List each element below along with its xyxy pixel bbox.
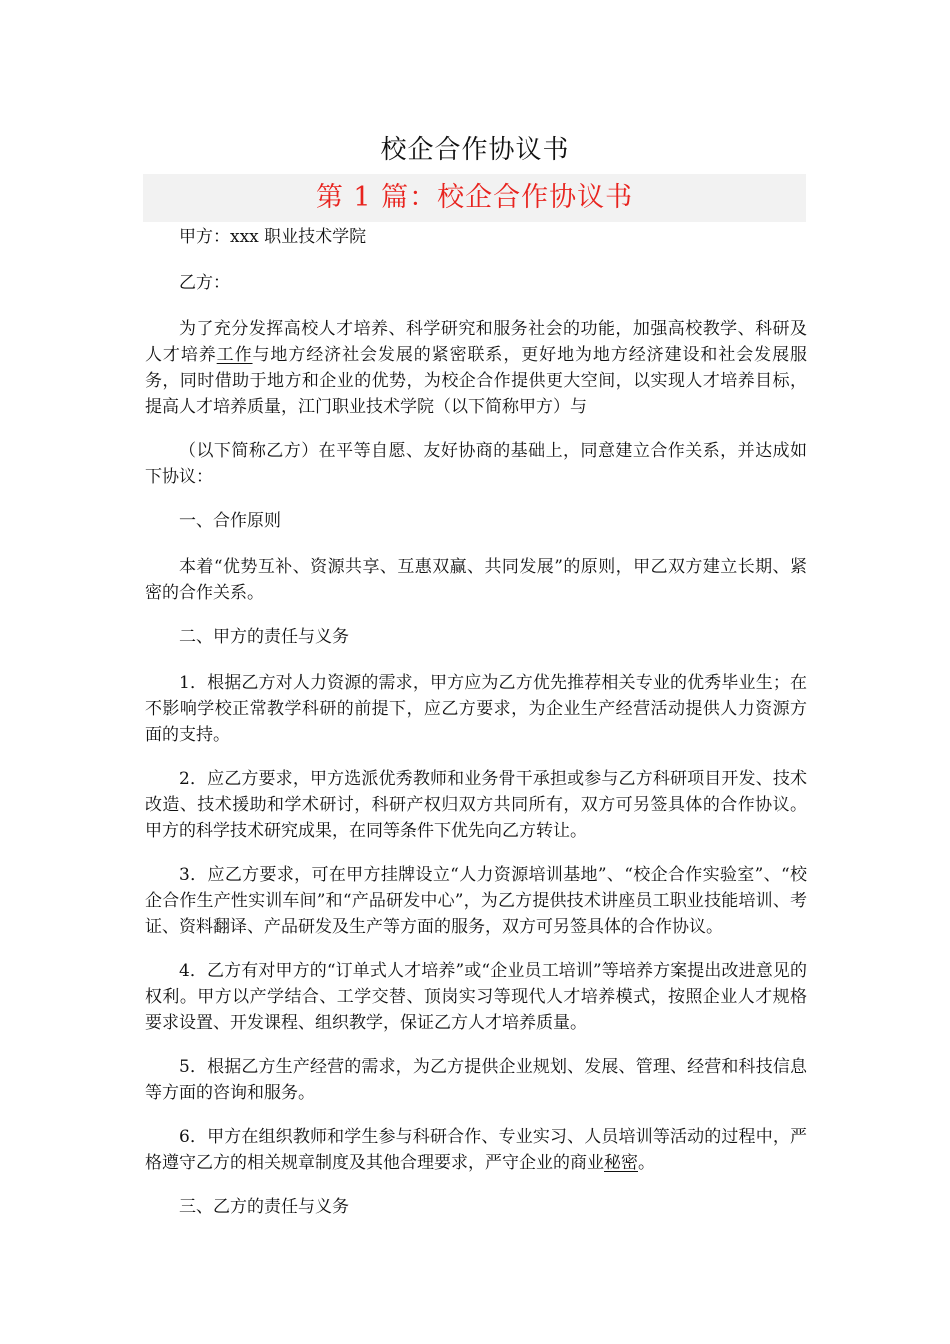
duty-item-6-text: 6．甲方在组织教师和学生参与科研合作、专业实习、人员培训等活动的过程中，严格遵守乙方的相关规章制度及其他合理要求，严守企业的商业	[145, 1127, 807, 1173]
principle-paragraph: 本着“优势互补、资源共享、互惠双赢、共同发展”的原则，甲乙双方建立长期、紧密的合作关系。	[145, 557, 807, 603]
chapter-heading-band	[143, 174, 806, 222]
duty-item-2: 2．应乙方要求，甲方选派优秀教师和业务骨干承担或参与乙方科研项目开发、技术改造、技术援助和学术研讨，科研产权归双方共同所有，双方可另签具体的合作协议。甲方的科学技术研究成果，在同等条件下优先向乙方转让。	[145, 769, 807, 841]
duty-item-6	[145, 1124, 807, 1176]
party-a-line: 甲方：xxx 职业技术学院	[179, 227, 367, 247]
duty-item-3: 3．应乙方要求，可在甲方挂牌设立“人力资源培训基地”、“校企合作实验室”、“校企合作生产性实训车间”和“产品研发中心”，为乙方提供技术讲座员工职业技能培训、考证、资料翻译、产品研发及生产等方面的服务，双方可另签具体的合作协议。	[145, 865, 807, 937]
secret-link[interactable]: 秘密	[604, 1153, 638, 1173]
intro-paragraph-1	[145, 316, 807, 420]
document-body	[145, 224, 807, 1240]
duty-item-1: 1．根据乙方对人力资源的需求，甲方应为乙方优先推荐相关专业的优秀毕业生；在不影响学校正常教学科研的前提下，应乙方要求，为企业生产经营活动提供人力资源方面的支持。	[145, 673, 807, 745]
section-heading-party-a-duties: 二、甲方的责任与义务	[179, 627, 349, 647]
document-title: 校企合作协议书	[380, 135, 570, 165]
chapter-title: 第 1 篇：校企合作协议书	[315, 182, 634, 213]
duty-item-4: 4．乙方有对甲方的“订单式人才培养”或“企业员工培训”等培养方案提出改进意见的权利。甲方以产学结合、工学交替、顶岗实习等现代人才培养模式，按照企业人才规格要求设置、开发课程、组织教学，保证乙方人才培养质量。	[145, 961, 807, 1033]
intro-paragraph-2: （以下简称乙方）在平等自愿、友好协商的基础上，同意建立合作关系，并达成如下协议：	[145, 441, 807, 487]
intro-text-part-1: 为了充分发挥高校人才培养、科学研究和服务社会的功能，加强高校教学、科研及人才培养	[145, 319, 807, 365]
duty-item-6-end: 。	[638, 1153, 655, 1173]
section-heading-principles: 一、合作原则	[179, 511, 281, 531]
duty-item-5: 5．根据乙方生产经营的需求，为乙方提供企业规划、发展、管理、经营和科技信息等方面的咨询和服务。	[145, 1057, 807, 1103]
intro-text-part-2: 与地方经济社会发展的紧密联系，更好地为地方经济建设和社会发展服务，同时借助于地方和企业的优势，为校企合作提供更大空间，以实现人才培养目标，提高人才培养质量，江门职业技术学院（以下简称甲方）与	[145, 345, 808, 417]
section-heading-party-b-duties: 三、乙方的责任与义务	[179, 1197, 349, 1217]
party-b-line: 乙方：	[179, 273, 230, 293]
work-link[interactable]: 工作	[216, 345, 253, 365]
